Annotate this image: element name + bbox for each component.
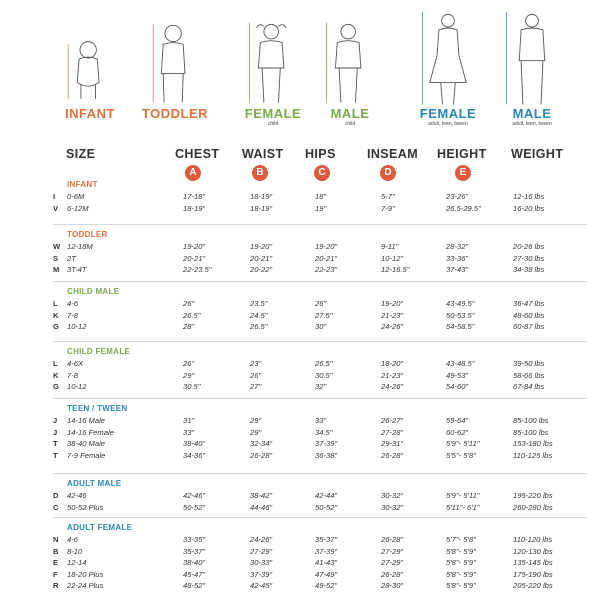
cell-code: R [53, 581, 59, 590]
section-title: ADULT FEMALE [67, 523, 133, 532]
cell-height: 5'8"- 5'9" [446, 581, 476, 590]
cell-code: I [53, 192, 56, 201]
cell-hips: 50-52" [315, 502, 338, 512]
cell-waist: 23" [250, 359, 262, 368]
cell-size: 14-16 Male [67, 416, 105, 425]
cell-code: K [53, 310, 59, 320]
cell-weight: 34-38 lbs [513, 265, 545, 274]
table-row [0, 557, 600, 569]
cell-code: C [53, 502, 59, 512]
cell-code: F [53, 569, 58, 579]
figure-title: FEMALE [419, 106, 477, 121]
table-row [0, 321, 600, 333]
marker-d-inseam: D [380, 165, 396, 181]
section-title: ADULT MALE [67, 479, 122, 488]
cell-size: 50-52 Plus [67, 502, 104, 512]
cell-weight: 110-125 lbs [513, 450, 553, 460]
cell-waist: 20-21" [250, 253, 273, 263]
cell-inseam: 27-29" [381, 546, 404, 556]
cell-size: 7-9 Female [67, 450, 106, 460]
section-divider [53, 224, 587, 225]
cell-weight: 205-220 lbs [513, 581, 553, 590]
section-title: INFANT [67, 180, 98, 189]
cell-chest: 26.5" [183, 310, 201, 320]
cell-code: B [53, 546, 59, 556]
cell-height: 5'9"- 5'11" [446, 439, 480, 448]
cell-height: 43-49.5" [446, 299, 475, 308]
cell-chest: 35-37" [183, 546, 206, 556]
cell-size: 14-16 Female [67, 427, 114, 437]
cell-inseam: 10-12" [381, 253, 404, 263]
table-row [0, 569, 600, 581]
cell-size: 10-12 [67, 382, 87, 391]
table-row [0, 310, 600, 322]
cell-inseam: 27-29" [381, 558, 404, 567]
cell-code: S [53, 253, 59, 263]
section-divider [53, 473, 587, 474]
cell-size: 42-46 [67, 491, 87, 500]
cell-waist: 26-28" [250, 450, 273, 460]
cell-hips: 18" [315, 192, 327, 201]
cell-size: 22-24 Plus [67, 581, 104, 590]
cell-hips: 41-43" [315, 558, 338, 567]
table-row [0, 264, 600, 276]
cell-weight: 20-26 lbs [513, 242, 545, 251]
table-row [0, 438, 600, 450]
table-row [0, 427, 600, 439]
toddler-figure [145, 8, 205, 113]
cell-hips: 19-20" [315, 242, 338, 251]
cell-hips: 32" [315, 382, 327, 391]
cell-waist: 24-26" [250, 535, 273, 544]
cell-weight: 12-16 lbs [513, 192, 545, 201]
cell-code: G [53, 382, 59, 391]
cell-waist: 37-39" [250, 569, 273, 579]
table-row [0, 381, 600, 393]
marker-b-waist: B [252, 165, 268, 181]
section-divider [53, 281, 587, 282]
cell-chest: 45-47" [183, 569, 206, 579]
cell-inseam: 12-16.5" [381, 265, 410, 274]
cell-chest: 26" [183, 359, 195, 368]
cell-waist: 18-19" [250, 203, 273, 213]
header-size: SIZE [66, 147, 96, 161]
cell-weight: 153-180 lbs [513, 439, 553, 448]
cell-weight: 110-120 lbs [513, 535, 553, 544]
cell-chest: 48-52" [183, 581, 206, 590]
cell-size: 4-6 [67, 535, 78, 544]
cell-waist: 38-42" [250, 491, 273, 500]
cell-size: 18-20 Plus [67, 569, 104, 579]
cell-hips: 30.5" [315, 370, 333, 380]
cell-chest: 22-23.5" [183, 265, 212, 274]
table-row [0, 502, 600, 514]
cell-hips: 36-38" [315, 450, 338, 460]
header-chest: CHEST [175, 147, 220, 161]
cell-height: 23-26" [446, 192, 469, 201]
table-row [0, 358, 600, 370]
cell-chest: 26" [183, 299, 195, 308]
figure-title: TODDLER [141, 106, 209, 121]
cell-weight: 175-190 lbs [513, 569, 553, 579]
figure-title: FEMALE [244, 106, 302, 121]
cell-waist: 19-20" [250, 242, 273, 251]
table-row [0, 534, 600, 546]
cell-size: 7-8 [67, 310, 78, 320]
section-divider [53, 341, 587, 342]
cell-hips: 26" [315, 299, 327, 308]
cell-chest: 29" [183, 370, 195, 380]
cell-size: 7-8 [67, 370, 78, 380]
cell-waist: 26" [250, 370, 262, 380]
cell-chest: 33-35" [183, 535, 206, 544]
cell-size: 2T [67, 253, 76, 263]
marker-a-chest: A [185, 165, 201, 181]
cell-height: 49-53" [446, 370, 469, 380]
section-title: CHILD MALE [67, 287, 120, 296]
cell-height: 33-36" [446, 253, 469, 263]
cell-weight: 135-145 lbs [513, 558, 553, 567]
cell-chest: 18-19" [183, 203, 206, 213]
table-row [0, 370, 600, 382]
cell-code: L [53, 299, 58, 308]
cell-hips: 49-52" [315, 581, 338, 590]
cell-code: W [53, 242, 61, 251]
cell-chest: 31" [183, 416, 195, 425]
cell-height: 5'9"- 5'11" [446, 491, 480, 500]
cell-waist: 18-19" [250, 192, 273, 201]
figure-title: INFANT [65, 106, 115, 121]
cell-size: 10-12 [67, 322, 87, 331]
cell-inseam: 5-7" [381, 192, 395, 201]
cell-waist: 32-34" [250, 439, 273, 448]
cell-weight: 85-100 lbs [513, 427, 549, 437]
cell-inseam: 28-30" [381, 581, 404, 590]
cell-hips: 30" [315, 322, 327, 331]
cell-height: 54-58.5" [446, 322, 475, 331]
cell-inseam: 21-23" [381, 310, 404, 320]
cell-height: 60-62" [446, 427, 469, 437]
cell-inseam: 26-27" [381, 416, 404, 425]
cell-weight: 67-84 lbs [513, 382, 545, 391]
cell-code: L [53, 359, 58, 368]
cell-size: 6-12M [67, 203, 89, 213]
table-row [0, 241, 600, 253]
cell-hips: 27.5" [315, 310, 333, 320]
cell-code: V [53, 203, 59, 213]
figure-subtitle: child [344, 121, 356, 127]
cell-weight: 16-20 lbs [513, 203, 545, 213]
cell-inseam: 30-32" [381, 502, 404, 512]
cell-height: 43-48.5" [446, 359, 475, 368]
cell-size: 3T-4T [67, 265, 87, 274]
infant-figure [60, 8, 120, 113]
cell-weight: 60-87 lbs [513, 322, 545, 331]
cell-inseam: 7-9" [381, 203, 395, 213]
cell-hips: 37-39" [315, 546, 338, 556]
cell-height: 5'7"- 5'8" [446, 535, 476, 544]
figure-title: MALE [512, 106, 552, 121]
cell-weight: 36-47 lbs [513, 299, 545, 308]
cell-code: J [53, 427, 58, 437]
cell-height: 26.5-29.5" [446, 203, 481, 213]
table-row [0, 203, 600, 215]
cell-size: 38-40 Male [67, 439, 105, 448]
cell-chest: 50-52" [183, 502, 206, 512]
marker-c-hips: C [314, 165, 330, 181]
cell-waist: 30-33" [250, 558, 273, 567]
cell-waist: 23.5" [250, 299, 268, 308]
cell-weight: 85-100 lbs [513, 416, 549, 425]
cell-code: T [53, 439, 58, 448]
cell-code: E [53, 558, 59, 567]
cell-weight: 195-220 lbs [513, 491, 553, 500]
female-child-figure [243, 8, 303, 113]
cell-height: 5'8"- 5'9" [446, 569, 476, 579]
cell-hips: 19" [315, 203, 327, 213]
figure-subtitle: adult, teen, tween [428, 121, 468, 127]
marker-e-height: E [455, 165, 471, 181]
cell-weight: 48-60 lbs [513, 310, 545, 320]
cell-waist: 24.5" [250, 310, 268, 320]
cell-inseam: 18-20" [381, 359, 404, 368]
figure-subtitle: child [267, 121, 279, 127]
table-row [0, 191, 600, 203]
cell-chest: 42-46" [183, 491, 206, 500]
cell-inseam: 26-28" [381, 450, 404, 460]
female-adult-figure [418, 8, 478, 113]
cell-waist: 29" [250, 416, 262, 425]
cell-height: 5'11"- 6'1" [446, 502, 480, 512]
cell-inseam: 9-11" [381, 242, 399, 251]
cell-chest: 17-18" [183, 192, 206, 201]
cell-waist: 20-22" [250, 265, 273, 274]
cell-chest: 34-36" [183, 450, 206, 460]
cell-height: 59-64" [446, 416, 469, 425]
header-waist: WAIST [242, 147, 284, 161]
cell-weight: 120-130 lbs [513, 546, 553, 556]
cell-weight: 39-50 lbs [513, 359, 545, 368]
cell-chest: 19-20" [183, 242, 206, 251]
figure-subtitle: adult, teen, tween [512, 121, 552, 127]
table-row [0, 450, 600, 462]
cell-weight: 58-66 lbs [513, 370, 545, 380]
cell-height: 37-43" [446, 265, 469, 274]
section-title: TODDLER [67, 230, 108, 239]
table-row [0, 415, 600, 427]
male-adult-figure [502, 8, 562, 113]
cell-weight: 27-30 lbs [513, 253, 545, 263]
cell-hips: 42-44" [315, 491, 338, 500]
cell-height: 5'8"- 5'9" [446, 546, 476, 556]
header-inseam: INSEAM [367, 147, 419, 161]
cell-waist: 27" [250, 382, 262, 391]
cell-chest: 30.5" [183, 382, 201, 391]
cell-chest: 38-40" [183, 439, 206, 448]
cell-hips: 47-49" [315, 569, 338, 579]
cell-code: D [53, 491, 59, 500]
cell-chest: 33" [183, 427, 195, 437]
table-row [0, 490, 600, 502]
table-row [0, 298, 600, 310]
table-row [0, 580, 600, 592]
cell-inseam: 24-26" [381, 322, 404, 331]
male-child-figure [320, 8, 380, 113]
cell-chest: 38-40" [183, 558, 206, 567]
table-row [0, 253, 600, 265]
cell-size: 0-6M [67, 192, 85, 201]
cell-hips: 26.5" [315, 359, 333, 368]
cell-height: 28-32" [446, 242, 469, 251]
cell-height: 5'8"- 5'9" [446, 558, 476, 567]
cell-waist: 44-46" [250, 502, 273, 512]
cell-code: K [53, 370, 59, 380]
cell-size: 4-6 [67, 299, 78, 308]
section-divider [53, 398, 587, 399]
header-weight: WEIGHT [511, 147, 564, 161]
header-height: HEIGHT [437, 147, 487, 161]
cell-size: 12-14 [67, 558, 87, 567]
cell-waist: 42-45" [250, 581, 273, 590]
cell-code: M [53, 265, 60, 274]
cell-size: 4-6X [67, 359, 84, 368]
cell-size: 8-10 [67, 546, 83, 556]
cell-inseam: 30-32" [381, 491, 404, 500]
figure-title: MALE [330, 106, 370, 121]
cell-hips: 35-37" [315, 535, 338, 544]
cell-hips: 22-23" [315, 265, 338, 274]
cell-waist: 26.5" [250, 322, 268, 331]
cell-chest: 20-21" [183, 253, 206, 263]
cell-height: 54-60" [446, 382, 469, 391]
cell-height: 50-53.5" [446, 310, 475, 320]
section-title: TEEN / TWEEN [67, 404, 128, 413]
cell-code: G [53, 322, 59, 331]
cell-inseam: 26-28" [381, 569, 404, 579]
cell-hips: 20-21" [315, 253, 338, 263]
cell-inseam: 27-28" [381, 427, 404, 437]
table-row [0, 546, 600, 558]
cell-inseam: 26-28" [381, 535, 404, 544]
cell-size: 12-18M [67, 242, 93, 251]
cell-inseam: 29-31" [381, 439, 404, 448]
cell-code: T [53, 450, 58, 460]
cell-code: J [53, 416, 58, 425]
cell-inseam: 19-20" [381, 299, 404, 308]
cell-inseam: 21-23" [381, 370, 404, 380]
cell-waist: 27-29" [250, 546, 273, 556]
header-hips: HIPS [305, 147, 336, 161]
cell-waist: 29" [250, 427, 262, 437]
cell-hips: 37-39" [315, 439, 338, 448]
cell-hips: 33" [315, 416, 327, 425]
section-title: CHILD FEMALE [67, 347, 131, 356]
cell-inseam: 24-26" [381, 382, 404, 391]
cell-code: N [53, 535, 59, 544]
cell-height: 5'5"- 5'8" [446, 450, 476, 460]
cell-hips: 34.5" [315, 427, 333, 437]
section-divider [53, 517, 587, 518]
cell-weight: 260-280 lbs [513, 502, 553, 512]
cell-chest: 28" [183, 322, 195, 331]
